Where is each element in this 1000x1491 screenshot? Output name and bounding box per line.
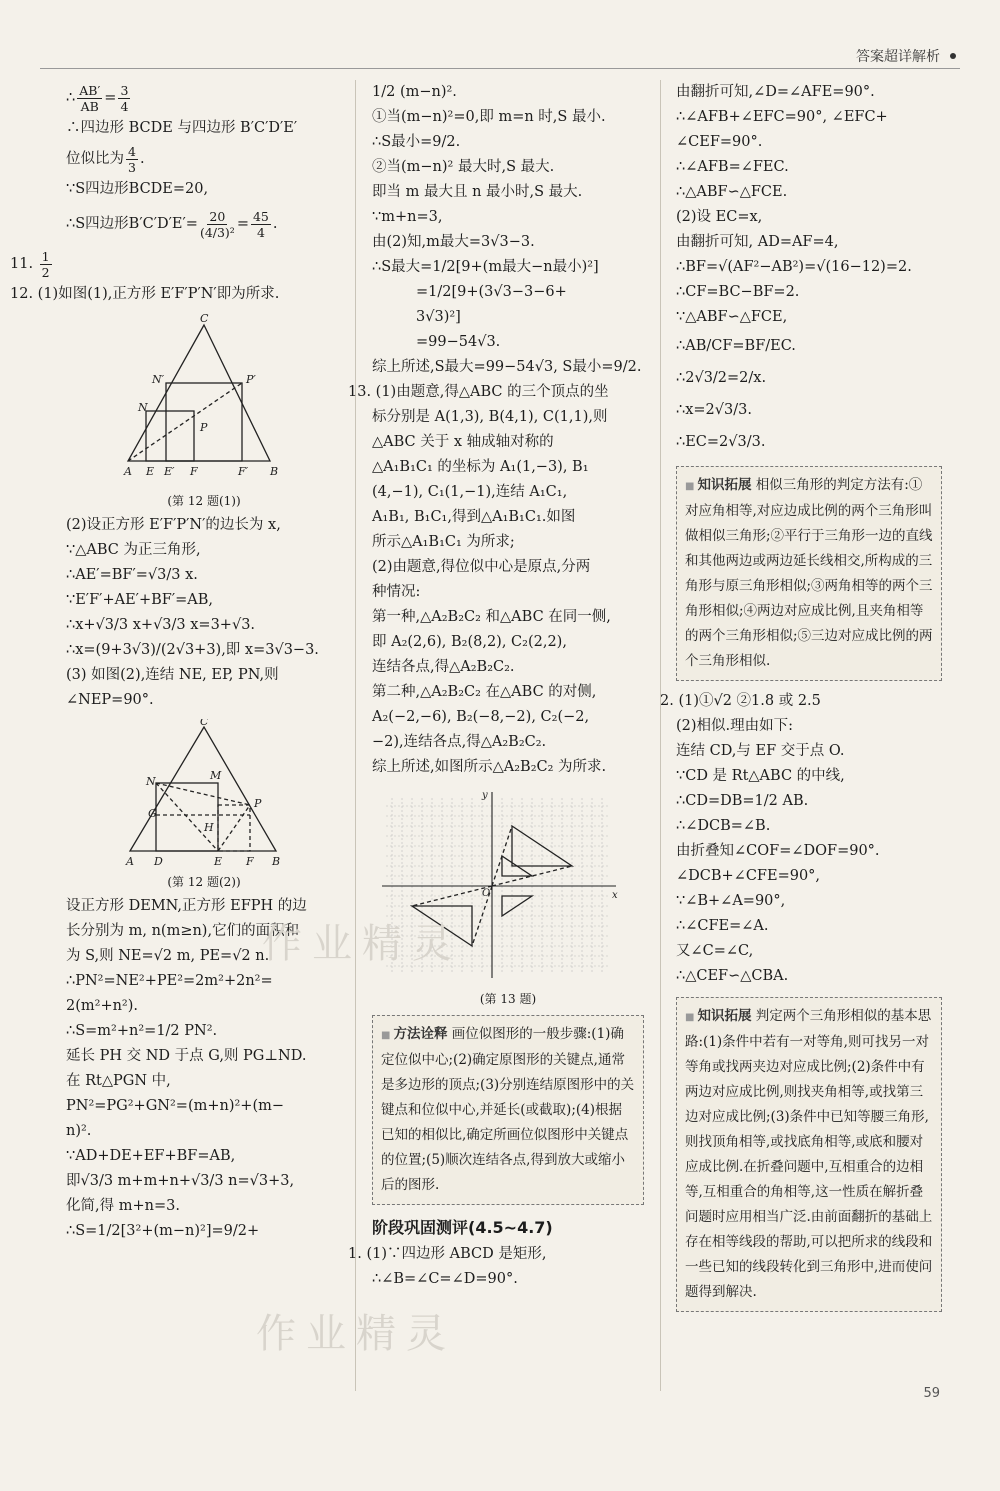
svg-text:P: P xyxy=(254,797,262,810)
text-line: ∠NEP=90°. xyxy=(66,692,154,708)
problem-13: 13. (1)由题意,得△ABC 的三个顶点的坐 xyxy=(348,384,609,400)
text-line: ∴x+√3/3 x+√3/3 x=3+√3. xyxy=(66,617,256,633)
text-line: 由折叠知∠COF=∠DOF=90°. xyxy=(676,843,880,859)
text-line: ∴AE′=BF′=√3/3 x. xyxy=(66,567,198,583)
svg-text:x: x xyxy=(612,890,618,901)
text-line: (3) 如图(2),连结 NE, EP, PN,则 xyxy=(66,667,279,683)
column-divider xyxy=(355,80,356,1391)
text-line: (4,−1), C₁(1,−1),连结 A₁C₁, xyxy=(372,484,568,500)
text-line: ∴S最小=9/2. xyxy=(372,134,461,150)
svg-text:D: D xyxy=(154,855,163,868)
fraction: $\frac{1}{2}$ xyxy=(41,248,50,280)
text-line: =1/2[9+(3√3−3−6+ xyxy=(416,284,567,300)
text-line: ∴PN²=NE²+PE²=2m²+2n²= xyxy=(66,973,273,989)
figure-13 xyxy=(372,786,644,1007)
text-line: 由翻折可知,∠D=∠AFE=90°. xyxy=(676,84,875,100)
text-line: ∴∠B=∠C=∠D=90°. xyxy=(372,1271,518,1287)
box-text: 画位似图形的一般步骤:(1)确定位似中心;(2)确定原图形的关键点,通常是多边形的顶点;(3)分别连结原图形中的关键点和位似中心,并延长(或截取);(4)根据已知的相似比,确定所画位似图形中关键点的位置;(5)顺次连结各点,得到放大或缩小后的图形. xyxy=(381,1026,635,1193)
column-left xyxy=(10,80,342,1244)
svg-text:P: P xyxy=(200,421,208,434)
text-line: 种情况: xyxy=(372,584,421,600)
text-line: ∴CD=DB=1/2 AB. xyxy=(676,793,809,809)
svg-text:O: O xyxy=(482,888,491,899)
text-line: ∵∠B+∠A=90°, xyxy=(676,893,786,909)
text-line: ∴S=1/2[3²+(m−n)²]=9/2+ xyxy=(66,1223,260,1239)
text-line: ∴CF=BC−BF=2. xyxy=(676,284,800,300)
fraction: $\frac{3}{4}$ xyxy=(120,82,129,114)
text-line: 设正方形 DEMN,正方形 EFPH 的边 xyxy=(66,898,307,914)
knowledge-box-1 xyxy=(676,466,942,681)
text-line: A₂(−2,−6), B₂(−8,−2), C₂(−2, xyxy=(372,709,590,725)
svg-text:y: y xyxy=(482,790,488,801)
figure-12-1 xyxy=(66,313,342,509)
text-line: 化简,得 m+n=3. xyxy=(66,1198,180,1214)
text-line: (2)相似.理由如下: xyxy=(676,718,794,734)
svg-text:N′: N′ xyxy=(152,373,165,386)
header-rule xyxy=(40,68,960,69)
text-line: 2(m²+n²). xyxy=(66,998,139,1014)
svg-text:F: F xyxy=(190,465,198,478)
fraction: $\frac{45}{4}$ xyxy=(252,208,269,240)
text-line: 长分别为 m, n(m≥n),它们的面积和 xyxy=(66,923,300,939)
box-tag: ■ 知识拓展 xyxy=(685,1008,751,1024)
text-line: =99−54√3. xyxy=(416,334,501,350)
text-line: 即当 m 最大且 n 最小时,S 最大. xyxy=(372,184,583,200)
text-line: n)². xyxy=(66,1123,92,1139)
text-line: △ABC 关于 x 轴成轴对称的 xyxy=(372,434,554,450)
svg-text:N: N xyxy=(138,401,148,414)
text-line: (2)由题意,得位似中心是原点,分两 xyxy=(372,559,591,575)
figure-caption: (第 12 题(1)) xyxy=(167,494,241,508)
svg-text:F: F xyxy=(246,855,254,868)
text-line: ∵△ABF∽△FCE, xyxy=(676,309,788,325)
svg-text:M: M xyxy=(210,769,222,782)
section-title: 阶段巩固测评(4.5~4.7) xyxy=(372,1218,553,1237)
text-line: ∴S四边形B′C′D′E′= $\frac{20}{\text{(4/3)²}}$ = $\frac{45}{4}$ . xyxy=(66,208,278,240)
watermark: 作业精灵 xyxy=(256,1311,456,1357)
text-line: 综上所述,如图所示△A₂B₂C₂ 为所求. xyxy=(372,759,607,775)
svg-text:P′: P′ xyxy=(246,373,256,386)
text-line: 即 A₂(2,6), B₂(8,2), C₂(2,2), xyxy=(372,634,567,650)
figure-caption: (第 12 题(2)) xyxy=(167,875,241,889)
text-line: ∠DCB+∠CFE=90°, xyxy=(676,868,821,884)
column-divider xyxy=(660,80,661,1391)
text-line: ∴四边形 BCDE 与四边形 B′C′D′E′ xyxy=(66,120,298,136)
figure-12-2 xyxy=(66,719,342,890)
text-line: ∴ $\frac{AB'}{AB}$ = $\frac{3}{4}$ xyxy=(66,82,129,114)
text-line: △A₁B₁C₁ 的坐标为 A₁(1,−3), B₁ xyxy=(372,459,589,475)
text-line: ∴x=(9+3√3)/(2√3+3),即 x=3√3−3. xyxy=(66,642,319,658)
text-line: 又∠C=∠C, xyxy=(676,943,754,959)
svg-text:E′: E′ xyxy=(164,465,175,478)
text-line: ∴EC=2√3/3. xyxy=(676,434,766,450)
triangle-figure-2 xyxy=(66,719,342,869)
text-line: 第二种,△A₂B₂C₂ 在△ABC 的对侧, xyxy=(372,684,597,700)
svg-text:F′: F′ xyxy=(238,465,249,478)
triangle-figure-1 xyxy=(66,313,342,488)
text-line: A₁B₁, B₁C₁,得到△A₁B₁C₁.如图 xyxy=(372,509,576,525)
text-line: ∴2√3/2=2/x. xyxy=(676,370,767,386)
text-line: 1/2 (m−n)². xyxy=(372,84,457,100)
svg-text:B: B xyxy=(270,465,279,478)
svg-text:C: C xyxy=(200,313,209,325)
problem-12: 12. (1)如图(1),正方形 E′F′P′N′即为所求. xyxy=(10,286,280,302)
svg-text:N: N xyxy=(146,775,156,788)
fraction: $\frac{20}{\text{(4/3)²}}$ xyxy=(199,208,235,240)
text-line: ∵△ABC 为正三角形, xyxy=(66,542,201,558)
text-line: ∴∠AFB=∠FEC. xyxy=(676,159,789,175)
text-line: 位似比为 $\frac{4}{3}$ . xyxy=(66,143,145,175)
box-tag: ■ 知识拓展 xyxy=(685,477,751,493)
text-line: 由(2)知,m最大=3√3−3. xyxy=(372,234,535,250)
svg-text:C: C xyxy=(200,719,209,728)
text-line: 1. (1)∵四边形 ABCD 是矩形, xyxy=(348,1246,547,1262)
svg-text:A: A xyxy=(126,855,134,868)
svg-text:G: G xyxy=(148,807,157,820)
text-line: ∴BF=√(AF²−AB²)=√(16−12)=2. xyxy=(676,259,912,275)
text-line: ∵m+n=3, xyxy=(372,209,443,225)
text-line: 所示△A₁B₁C₁ 为所求; xyxy=(372,534,515,550)
text-line: ①当(m−n)²=0,即 m=n 时,S 最小. xyxy=(372,109,606,125)
text-line: (2)设正方形 E′F′P′N′的边长为 x, xyxy=(66,517,281,533)
knowledge-box-2 xyxy=(676,997,942,1312)
problem-11: 11. $\frac{1}{2}$ xyxy=(10,248,50,280)
text-line: ∵E′F′+AE′+BF′=AB, xyxy=(66,592,213,608)
text-line: 延长 PH 交 ND 于点 G,则 PG⊥ND. xyxy=(66,1048,307,1064)
svg-text:A: A xyxy=(124,465,132,478)
page-number: 59 xyxy=(923,1386,940,1401)
box-text: 相似三角形的判定方法有:①对应角相等,对应边成比例的两个三角形叫做相似三角形;②平行于三角形一边的直线和其他两边或两边延长线相交,所构成的三角形与原三角形相似;③两角相等的两个三角形相似;④两边对应成比例,且夹角相等的两个三角形相似;⑤三边对应成比例的两个三角形相似. xyxy=(685,477,933,669)
text-line: ∴△ABF∽△FCE. xyxy=(676,184,788,200)
text-line: ∴∠AFB+∠EFC=90°, ∠EFC+ xyxy=(676,109,888,125)
text-line: 即√3/3 m+m+n+√3/3 n=√3+3, xyxy=(66,1173,295,1189)
text-line: 第一种,△A₂B₂C₂ 和△ABC 在同一侧, xyxy=(372,609,611,625)
text-line: 为 S,则 NE=√2 m, PE=√2 n. xyxy=(66,948,270,964)
text-line: ∠CEF=90°. xyxy=(676,134,763,150)
text-line: ∵CD 是 Rt△ABC 的中线, xyxy=(676,768,845,784)
text-line: 连结 CD,与 EF 交于点 O. xyxy=(676,743,845,759)
text-line: ②当(m−n)² 最大时,S 最大. xyxy=(372,159,555,175)
text-line: 3√3)²] xyxy=(416,309,461,325)
text-line: 标分别是 A(1,3), B(4,1), C(1,1),则 xyxy=(372,409,608,425)
text-line: 连结各点,得△A₂B₂C₂. xyxy=(372,659,515,675)
text-line: ∴∠DCB=∠B. xyxy=(676,818,771,834)
text-line: ∴x=2√3/3. xyxy=(676,402,752,418)
text-line: −2),连结各点,得△A₂B₂C₂. xyxy=(372,734,547,750)
text-line: 综上所述,S最大=99−54√3, S最小=9/2. xyxy=(372,359,642,375)
svg-text:E: E xyxy=(146,465,155,478)
svg-text:H: H xyxy=(204,821,214,834)
box-text: 判定两个三角形相似的基本思路:(1)条件中若有一对等角,则可找另一对等角或找两夹边对应成比例;(2)条件中有两边对应成比例,则找夹角相等,或找第三边对应成比例;(3)条件中已知等腰三角形,则找顶角相等,或找底角相等,或底和腰对应成比例.在折叠问题中,互相重合的边相等,互相重合的角相等,这一性质在解折叠问题时应用相当广泛.由前面翻折的基础上存在相等线段的帮助,可以把所求的线段和一些已知的线段转化到三角形中,进而使问题得到解决. xyxy=(685,1008,933,1300)
text-line: ∴∠CFE=∠A. xyxy=(676,918,769,934)
text-line: PN²=PG²+GN²=(m+n)²+(m− xyxy=(66,1098,285,1114)
figure-caption: (第 13 题) xyxy=(479,992,537,1006)
header-dot xyxy=(950,53,956,59)
svg-text:B: B xyxy=(272,855,281,868)
text-line: ∴△CEF∽△CBA. xyxy=(676,968,789,984)
column-right xyxy=(660,80,942,1320)
fraction: $\frac{AB'}{AB}$ xyxy=(79,82,101,114)
text-line: ∵AD+DE+EF+BF=AB, xyxy=(66,1148,236,1164)
problem-2: 2. (1)①√2 ②1.8 或 2.5 xyxy=(660,693,821,709)
watermark: 作业精灵 xyxy=(262,921,462,967)
text-line: ∴AB/CF=BF/EC. xyxy=(676,338,796,354)
text-line: ∴S=m²+n²=1/2 PN². xyxy=(66,1023,218,1039)
box-tag: ■ 方法诠释 xyxy=(381,1026,447,1042)
text-line: 由翻折可知, AD=AF=4, xyxy=(676,234,839,250)
header-title: 答案超详解析 xyxy=(856,49,940,65)
text-line: (2)设 EC=x, xyxy=(676,209,763,225)
svg-text:E: E xyxy=(214,855,223,868)
method-box xyxy=(372,1015,644,1205)
text-line: ∴S最大=1/2[9+(m最大−n最小)²] xyxy=(372,259,599,275)
text-line: 在 Rt△PGN 中, xyxy=(66,1073,171,1089)
text-line: ∵S四边形BCDE=20, xyxy=(66,181,209,197)
fraction: $\frac{4}{3}$ xyxy=(128,143,136,175)
